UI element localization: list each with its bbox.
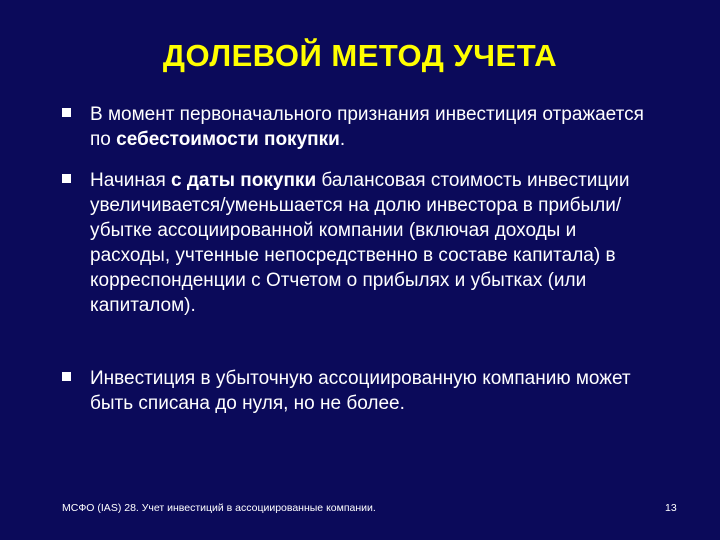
bullet-text-1 xyxy=(90,102,660,152)
square-bullet-icon xyxy=(62,108,71,117)
slide-title: ДОЛЕВОЙ МЕТОД УЧЕТА xyxy=(162,38,558,73)
bullet-text-2 xyxy=(90,168,660,318)
square-bullet-icon xyxy=(62,372,71,381)
bullet-2-bold: с даты покупки xyxy=(171,170,317,191)
bullet-text-3 xyxy=(90,366,660,416)
bullet-1-text-part1: В момент первоначального признания инвестиция отражается по xyxy=(90,104,644,150)
bullet-1-text-part2: . xyxy=(339,129,346,150)
page-number: 13 xyxy=(665,502,677,514)
bullet-1-bold: себестоимости покупки xyxy=(116,129,340,150)
bullet-2-text-part2: балансовая стоимость инвестиции увеличивается/уменьшается на долю инвестора в прибыли/убытке ассоциированной компании (включая доходы и расходы, учтенные непосредственно в составе капитала) в корреспонденции с Отчетом о прибылях и убытках (или капиталом). xyxy=(90,170,630,316)
bullet-3-text: Инвестиция в убыточную ассоциированную компанию может быть списана до нуля, но не более. xyxy=(90,368,631,414)
bullet-2-text-part1: Начиная xyxy=(90,170,172,191)
slide-footer: МСФО (IAS) 28. Учет инвестиций в ассоциированные компании. xyxy=(62,502,376,514)
square-bullet-icon xyxy=(62,174,71,183)
